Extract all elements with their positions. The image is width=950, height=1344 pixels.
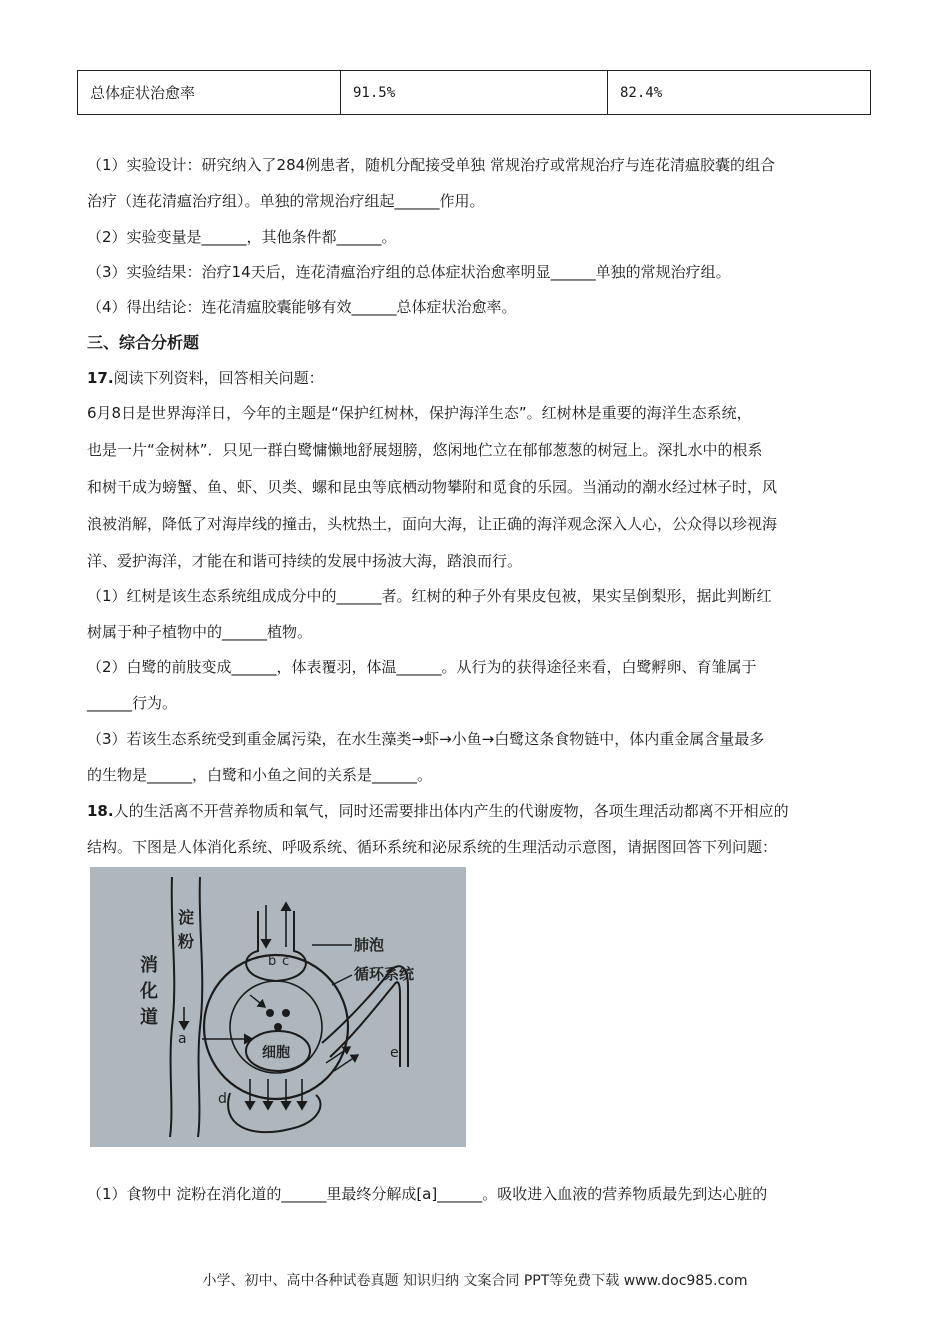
q17-passage-line: 洋、爱护海洋，才能在和谐可持续的发展中扬波大海，踏浪而行。 — [87, 552, 523, 570]
section-title: 三、综合分析题 — [87, 333, 200, 352]
q17-intro — [87, 368, 324, 388]
q17-part3-line1: （3）若该生态系统受到重金属污染，在水生藻类→虾→小鱼→白鹭这条食物链中，体内重金属含量最多 — [87, 730, 765, 748]
cell-dot — [274, 1023, 282, 1031]
circulation-label: 循环系统 — [354, 965, 415, 983]
cell-dot — [266, 1009, 274, 1017]
q17-passage-line: 浪被消解，降低了对海岸线的撞击，头枕热土，面向大海，让正确的海洋观念深入人心，公众得以珍视海 — [87, 515, 778, 533]
q17-part3-line2: 的生物是______，白鹭和小鱼之间的关系是______。 — [87, 766, 433, 784]
circulation-pointer — [332, 975, 352, 985]
physiology-diagram — [90, 867, 466, 1147]
q18-part1: （1）食物中 淀粉在消化道的______里最终分解成[a]______。吸收进入血液的营养物质最先到达心脏的 — [87, 1185, 768, 1203]
digestive-label-char: 化 — [140, 981, 158, 1002]
digestive-label-char: 道 — [140, 1007, 158, 1028]
alveoli-label: 肺泡 — [354, 936, 385, 954]
letter-c: c — [282, 954, 290, 969]
q17-part1-line2: 树属于种子植物中的______植物。 — [87, 623, 313, 641]
q18-intro-line2: 结构。下图是人体消化系统、呼吸系统、循环系统和泌尿系统的生理活动示意图，请据图回答下列问题： — [87, 838, 778, 856]
letter-b: b — [268, 954, 277, 969]
cell-label: 细胞 — [262, 1045, 290, 1061]
digestive-tract-left-wall — [170, 877, 174, 1137]
q17-part1-line1: （1）红树是该生态系统组成成分中的______者。红树的种子外有果皮包被，果实呈倒梨形，据此判断红 — [87, 587, 772, 605]
question-number: 18. — [87, 802, 114, 820]
q17-passage-line: 6月8日是世界海洋日，今年的主题是“保护红树林，保护海洋生态”。红树林是重要的海洋生态系统， — [87, 404, 752, 422]
q16-part3: （3）实验结果：治疗14天后，连花清瘟治疗组的总体症状治愈率明显______单独的常规治疗组。 — [87, 263, 731, 281]
gas-exchange-arrow — [250, 995, 265, 1007]
q17-part2-line1: （2）白鹭的前肢变成______，体表覆羽，体温______。从行为的获得途径来看，白鹭孵卵、育雏属于 — [87, 658, 757, 676]
physiology-diagram-svg — [90, 867, 466, 1147]
q17-intro-text: 阅读下列资料，回答相关问题： — [113, 369, 324, 387]
row-label-cell: 总体症状治愈率 — [78, 71, 341, 115]
q16-part2: （2）实验变量是______，其他条件都______。 — [87, 228, 397, 246]
q18-intro-line1 — [87, 801, 789, 821]
conventional-group-rate-cell: 82.4% — [608, 71, 871, 115]
starch-label-char: 淀 — [178, 908, 195, 927]
letter-e: e — [390, 1045, 399, 1061]
q16-part1-line1: （1）实验设计：研究纳入了284例患者，随机分配接受单独 常规治疗或常规治疗与连花清瘟胶囊的组合 — [87, 156, 775, 174]
letter-d: d — [218, 1091, 227, 1107]
starch-label-char: 粉 — [178, 932, 195, 951]
cell-dot — [282, 1009, 290, 1017]
q17-passage-line: 和树干成为螃蟹、鱼、虾、贝类、螺和昆虫等底栖动物攀附和觅食的乐园。当涌动的潮水经过林子时，风 — [87, 478, 778, 496]
q17-part2-line2: ______行为。 — [87, 694, 178, 712]
q17-passage-line: 也是一片“金树林”．只见一群白鹭慵懒地舒展翅膀，悠闲地伫立在郁郁葱葱的树冠上。深扎水中的根系 — [87, 441, 763, 459]
combo-group-rate-cell: 91.5% — [341, 71, 608, 115]
q16-part1-line2: 治疗（连花清瘟治疗组）。单独的常规治疗组起______作用。 — [87, 192, 485, 210]
page-footer: 小学、初中、高中各种试卷真题 知识归纳 文案合同 PPT等免费下载 www.doc985.com — [202, 1273, 748, 1289]
letter-a: a — [178, 1031, 187, 1047]
q18-intro-text: 人的生活离不开营养物质和氧气，同时还需要排出体内产生的代谢废物，各项生理活动都离不开相应的 — [113, 802, 789, 820]
table-row — [78, 71, 871, 115]
q16-part4: （4）得出结论：连花清瘟胶囊能够有效______总体症状治愈率。 — [87, 298, 517, 316]
results-table — [77, 70, 871, 115]
digestive-tract-right-wall — [198, 877, 202, 1137]
alveolus-shape — [246, 911, 306, 981]
digestive-label-char: 消 — [140, 955, 158, 976]
question-number: 17. — [87, 369, 114, 387]
